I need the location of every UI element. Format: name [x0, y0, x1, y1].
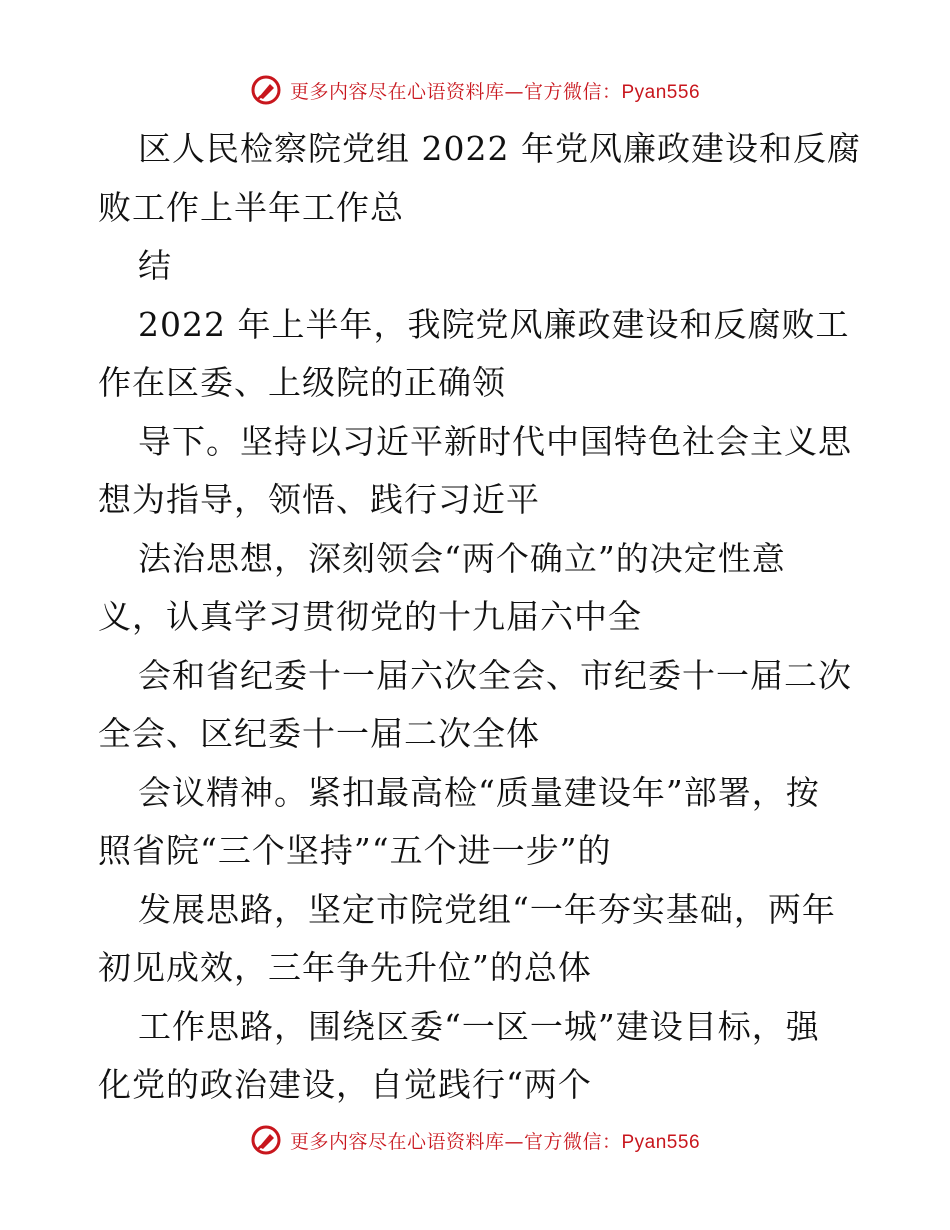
- paragraph-line: 2022 年上半年，我院党风廉政建设和反腐败工: [138, 304, 850, 344]
- pen-nib-logo-icon: [250, 1124, 282, 1156]
- paragraph-line: 会和省纪委十一届六次全会、市纪委十一届二次: [138, 655, 852, 695]
- watermark-dash: —: [504, 80, 524, 103]
- watermark-main-text: 更多内容尽在心语资料库: [289, 80, 505, 103]
- watermark-text: [290, 1127, 700, 1154]
- paragraph-line: 发展思路，坚定市院党组“一年夯实基础，两年: [138, 889, 836, 929]
- paragraph-line: 初见成效，三年争先升位”的总体: [98, 948, 592, 987]
- watermark-label: 官方微信：: [523, 1130, 622, 1153]
- title-line-3: 结: [138, 246, 172, 285]
- paragraph-line: 照省院“三个坚持”“五个进一步”的: [98, 831, 612, 870]
- watermark-group: [250, 74, 700, 106]
- paragraph-line: 工作思路，围绕区委“一区一城”建设目标，强: [138, 1006, 820, 1046]
- paragraph-line: 导下。坚持以习近平新时代中国特色社会主义思: [138, 421, 852, 461]
- watermark-label: 官方微信：: [523, 80, 622, 103]
- footer-watermark: [0, 1120, 950, 1160]
- paragraph-line: 想为指导，领悟、践行习近平: [98, 480, 540, 519]
- paragraph-line: 化党的政治建设，自觉践行“两个: [98, 1065, 592, 1104]
- watermark-wechat-id: Pyan556: [621, 81, 701, 103]
- paragraph-line: 全会、区纪委十一届二次全体: [98, 714, 540, 753]
- watermark-group: [250, 1124, 700, 1156]
- watermark-text: [290, 77, 700, 104]
- paragraph-line: 会议精神。紧扣最高检“质量建设年”部署，按: [138, 772, 820, 812]
- pen-nib-logo-icon: [250, 74, 282, 106]
- paragraph-line: 义，认真学习贯彻党的十九届六中全: [98, 597, 642, 636]
- title-line-1: 区人民检察院党组 2022 年党风廉政建设和反腐: [138, 129, 861, 168]
- header-watermark: [0, 70, 950, 110]
- watermark-dash: —: [504, 1130, 524, 1153]
- paragraph-line: 法治思想，深刻领会“两个确立”的决定性意: [138, 538, 786, 578]
- watermark-main-text: 更多内容尽在心语资料库: [289, 1130, 505, 1153]
- title-line-2: 败工作上半年工作总: [98, 187, 404, 227]
- document-body: [98, 120, 861, 1115]
- watermark-wechat-id: Pyan556: [621, 1131, 701, 1153]
- paragraph-line: 作在区委、上级院的正确领: [98, 363, 506, 402]
